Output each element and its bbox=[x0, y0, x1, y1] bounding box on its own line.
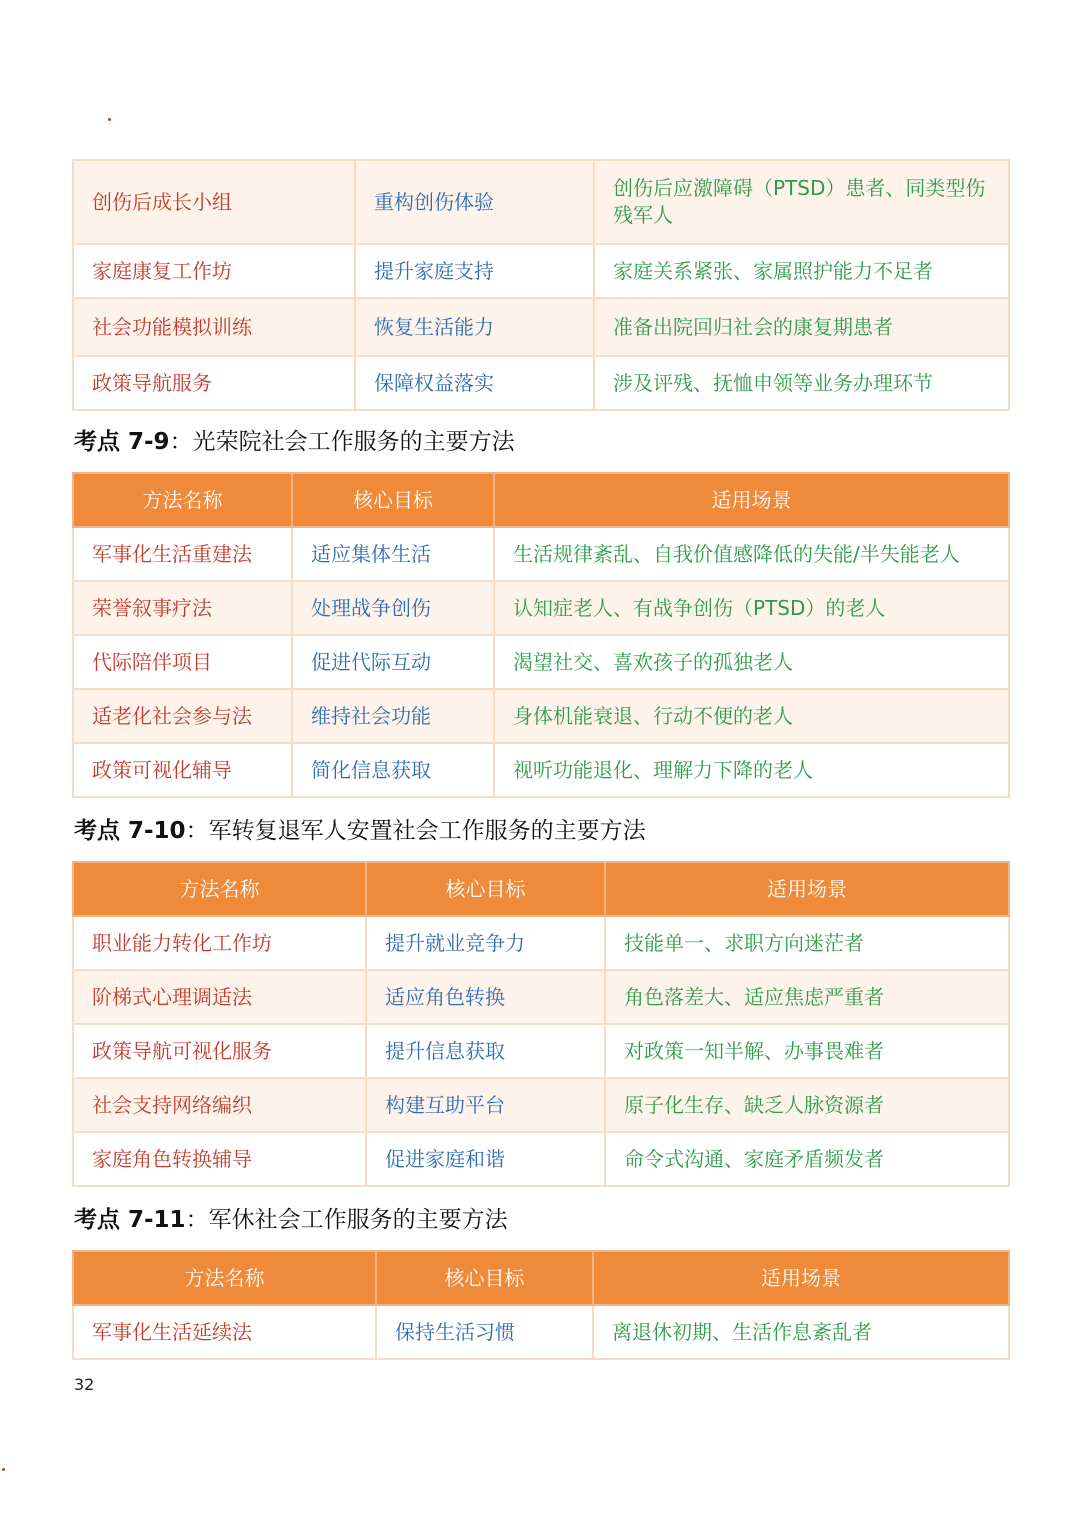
table-retired-cadre-methods bbox=[72, 1250, 1010, 1360]
table-row bbox=[73, 244, 1009, 298]
scene-cell: 认知症老人、有战争创伤（PTSD）的老人 bbox=[494, 581, 1009, 635]
column-header-goal: 核心目标 bbox=[366, 862, 605, 916]
scene-cell: 对政策一知半解、办事畏难者 bbox=[605, 1024, 1009, 1078]
decorative-dot bbox=[2, 1468, 5, 1471]
table-gloryhome-methods bbox=[72, 472, 1010, 798]
scene-cell: 命令式沟通、家庭矛盾频发者 bbox=[605, 1132, 1009, 1186]
table-row bbox=[73, 635, 1009, 689]
core-goal-cell: 简化信息获取 bbox=[292, 743, 494, 797]
column-header-method: 方法名称 bbox=[73, 473, 292, 527]
scene-cell: 原子化生存、缺乏人脉资源者 bbox=[605, 1078, 1009, 1132]
section-number: 考点 7-9 bbox=[74, 429, 170, 455]
core-goal-cell: 促进代际互动 bbox=[292, 635, 494, 689]
scene-cell: 身体机能衰退、行动不便的老人 bbox=[494, 689, 1009, 743]
decorative-dot bbox=[108, 118, 111, 121]
section-title: ：军休社会工作服务的主要方法 bbox=[185, 1207, 508, 1233]
core-goal-cell: 保障权益落实 bbox=[355, 356, 594, 410]
core-goal-cell: 提升信息获取 bbox=[366, 1024, 605, 1078]
table-header-row bbox=[73, 473, 1009, 527]
method-name-cell: 军事化生活重建法 bbox=[73, 527, 292, 581]
core-goal-cell: 构建互助平台 bbox=[366, 1078, 605, 1132]
table-row bbox=[73, 916, 1009, 970]
core-goal-cell: 提升就业竞争力 bbox=[366, 916, 605, 970]
section-number: 考点 7-11 bbox=[74, 1207, 186, 1233]
method-name-cell: 荣誉叙事疗法 bbox=[73, 581, 292, 635]
table-row bbox=[73, 743, 1009, 797]
core-goal-cell: 适应角色转换 bbox=[366, 970, 605, 1024]
method-name-cell: 适老化社会参与法 bbox=[73, 689, 292, 743]
section-heading-7-11 bbox=[74, 1205, 508, 1235]
table-row bbox=[73, 689, 1009, 743]
section-heading-7-9 bbox=[74, 427, 515, 457]
table-row bbox=[73, 527, 1009, 581]
table-row bbox=[73, 1078, 1009, 1132]
table-row bbox=[73, 1305, 1009, 1359]
section-number: 考点 7-10 bbox=[74, 818, 186, 844]
column-header-goal: 核心目标 bbox=[292, 473, 494, 527]
core-goal-cell: 促进家庭和谐 bbox=[366, 1132, 605, 1186]
column-header-goal: 核心目标 bbox=[376, 1251, 593, 1305]
scene-cell: 视听功能退化、理解力下降的老人 bbox=[494, 743, 1009, 797]
method-name-cell: 政策可视化辅导 bbox=[73, 743, 292, 797]
scene-cell: 准备出院回归社会的康复期患者 bbox=[594, 298, 1009, 356]
core-goal-cell: 恢复生活能力 bbox=[355, 298, 594, 356]
method-name-cell: 社会支持网络编织 bbox=[73, 1078, 366, 1132]
core-goal-cell: 维持社会功能 bbox=[292, 689, 494, 743]
core-goal-cell: 适应集体生活 bbox=[292, 527, 494, 581]
page-number: 32 bbox=[74, 1375, 95, 1394]
table-row bbox=[73, 970, 1009, 1024]
method-name-cell: 代际陪伴项目 bbox=[73, 635, 292, 689]
column-header-method: 方法名称 bbox=[73, 1251, 376, 1305]
core-goal-cell: 处理战争创伤 bbox=[292, 581, 494, 635]
method-name-cell: 职业能力转化工作坊 bbox=[73, 916, 366, 970]
table-veteran-placement-methods bbox=[72, 861, 1010, 1187]
section-heading-7-10 bbox=[74, 816, 646, 846]
method-name-cell: 社会功能模拟训练 bbox=[73, 298, 355, 356]
column-header-method: 方法名称 bbox=[73, 862, 366, 916]
scene-cell: 创伤后应激障碍（PTSD）患者、同类型伤残军人 bbox=[594, 160, 1009, 244]
table-row bbox=[73, 1024, 1009, 1078]
method-name-cell: 军事化生活延续法 bbox=[73, 1305, 376, 1359]
scene-cell: 涉及评残、抚恤申领等业务办理环节 bbox=[594, 356, 1009, 410]
core-goal-cell: 保持生活习惯 bbox=[376, 1305, 593, 1359]
core-goal-cell: 提升家庭支持 bbox=[355, 244, 594, 298]
column-header-scene: 适用场景 bbox=[605, 862, 1009, 916]
table-row bbox=[73, 1132, 1009, 1186]
method-name-cell: 创伤后成长小组 bbox=[73, 160, 355, 244]
scene-cell: 渴望社交、喜欢孩子的孤独老人 bbox=[494, 635, 1009, 689]
scene-cell: 技能单一、求职方向迷茫者 bbox=[605, 916, 1009, 970]
table-row bbox=[73, 356, 1009, 410]
column-header-scene: 适用场景 bbox=[494, 473, 1009, 527]
method-name-cell: 家庭角色转换辅导 bbox=[73, 1132, 366, 1186]
method-name-cell: 家庭康复工作坊 bbox=[73, 244, 355, 298]
scene-cell: 家庭关系紧张、家属照护能力不足者 bbox=[594, 244, 1009, 298]
section-title: ：光荣院社会工作服务的主要方法 bbox=[169, 429, 515, 455]
scene-cell: 离退休初期、生活作息紊乱者 bbox=[593, 1305, 1009, 1359]
table-header-row bbox=[73, 1251, 1009, 1305]
column-header-scene: 适用场景 bbox=[593, 1251, 1009, 1305]
section-title: ：军转复退军人安置社会工作服务的主要方法 bbox=[185, 818, 646, 844]
method-name-cell: 阶梯式心理调适法 bbox=[73, 970, 366, 1024]
scene-cell: 生活规律紊乱、自我价值感降低的失能/半失能老人 bbox=[494, 527, 1009, 581]
table-continued-methods bbox=[72, 159, 1010, 411]
method-name-cell: 政策导航服务 bbox=[73, 356, 355, 410]
table-header-row bbox=[73, 862, 1009, 916]
scene-cell: 角色落差大、适应焦虑严重者 bbox=[605, 970, 1009, 1024]
core-goal-cell: 重构创伤体验 bbox=[355, 160, 594, 244]
table-row bbox=[73, 160, 1009, 244]
table-row bbox=[73, 581, 1009, 635]
table-row bbox=[73, 298, 1009, 356]
method-name-cell: 政策导航可视化服务 bbox=[73, 1024, 366, 1078]
